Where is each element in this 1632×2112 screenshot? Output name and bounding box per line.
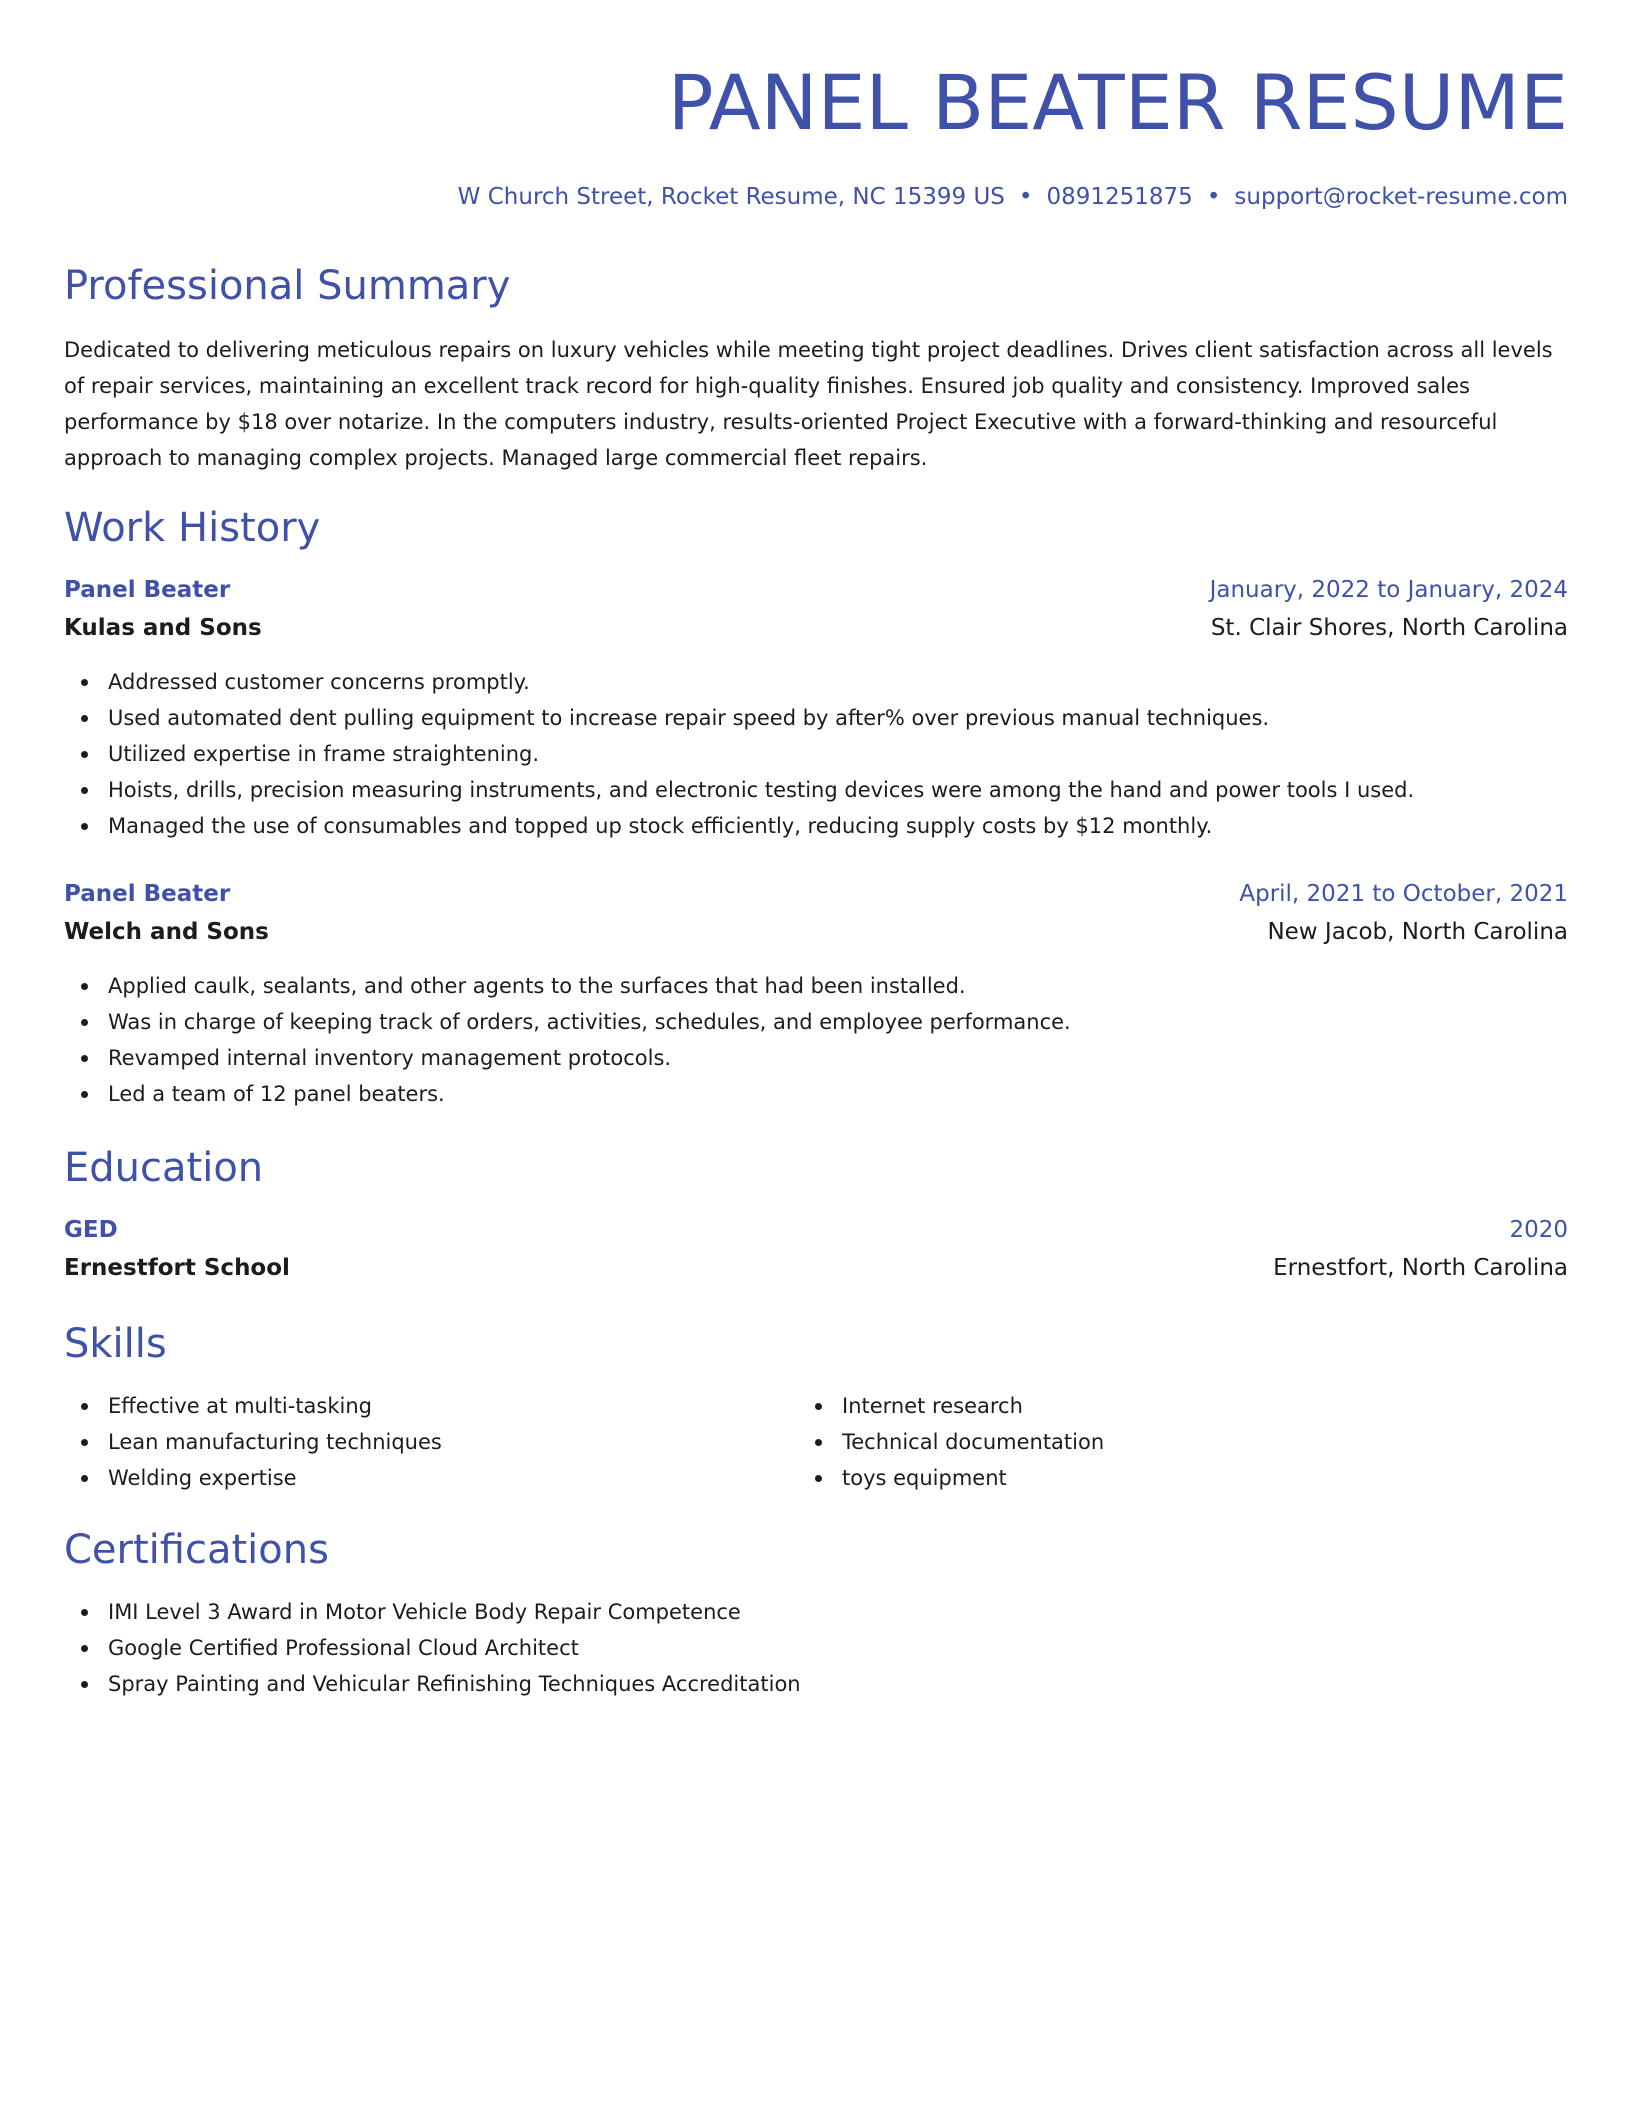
education-school-row: [64, 1250, 1568, 1286]
list-item: Technical documentation: [842, 1424, 1104, 1460]
list-item: Utilized expertise in frame straightening.: [108, 736, 1414, 772]
contact-line: [458, 180, 1568, 214]
list-item: Hoists, drills, precision measuring instruments, and electronic testing devices were among the hand and power tools I used.: [108, 772, 1414, 808]
list-item: Spray Painting and Vehicular Refinishing Techniques Accreditation: [108, 1666, 801, 1702]
job-bullet-list: [64, 664, 1414, 844]
job-company-row: [64, 610, 1568, 646]
contact-separator: •: [1018, 184, 1033, 210]
contact-email[interactable]: support@rocket-resume.com: [1234, 184, 1568, 210]
skills-list-left: [64, 1388, 442, 1496]
list-item: Effective at multi-tasking: [108, 1388, 442, 1424]
section-title-summary: Professional Summary: [64, 263, 511, 309]
job-company: Kulas and Sons: [64, 615, 262, 641]
resume-name: PANEL BEATER RESUME: [667, 58, 1568, 147]
contact-address: W Church Street, Rocket Resume, NC 15399 US: [457, 184, 1005, 210]
education-title-row: [64, 1212, 1568, 1248]
list-item: Was in charge of keeping track of orders, activities, schedules, and employee performance.: [108, 1004, 1071, 1040]
summary-text: Dedicated to delivering meticulous repairs on luxury vehicles while meeting tight project deadlines. Drives client satisfaction across all levels of repair services, maintaining an excellent track record for high-quality finishes. Ensured job quality and consistency. Improved sales performance by $18 over notarize. In the computers industry, results-oriented Project Executive with a forward-thinking and resourceful approach to managing complex projects. Managed large commercial fleet repairs.: [64, 338, 1553, 470]
list-item: Managed the use of consumables and topped up stock efficiently, reducing supply costs by $12 monthly.: [108, 808, 1414, 844]
job-bullet-list: [64, 968, 1071, 1112]
job-location: New Jacob, North Carolina: [1267, 919, 1568, 945]
list-item: Google Certified Professional Cloud Architect: [108, 1630, 801, 1666]
certifications-list: [64, 1594, 801, 1702]
education-degree: GED: [64, 1217, 118, 1243]
job-company-row: [64, 914, 1568, 950]
section-title-certifications: Certifications: [64, 1527, 329, 1573]
section-title-education: Education: [64, 1145, 264, 1191]
job-dates: January, 2022 to January, 2024: [1209, 577, 1568, 603]
section-title-work-history: Work History: [64, 505, 321, 551]
list-item: Lean manufacturing techniques: [108, 1424, 442, 1460]
job-location: St. Clair Shores, North Carolina: [1210, 615, 1568, 641]
education-location: Ernestfort, North Carolina: [1273, 1255, 1568, 1281]
job-position: Panel Beater: [64, 577, 231, 603]
job-position: Panel Beater: [64, 881, 231, 907]
list-item: Led a team of 12 panel beaters.: [108, 1076, 1071, 1112]
contact-phone[interactable]: 0891251875: [1046, 184, 1193, 210]
list-item: Revamped internal inventory management protocols.: [108, 1040, 1071, 1076]
job-dates: April, 2021 to October, 2021: [1239, 881, 1568, 907]
skills-list-right: [798, 1388, 1104, 1496]
education-year: 2020: [1509, 1217, 1568, 1243]
list-item: Used automated dent pulling equipment to increase repair speed by after% over previous manual techniques.: [108, 700, 1414, 736]
contact-separator: •: [1206, 184, 1221, 210]
list-item: Welding expertise: [108, 1460, 442, 1496]
list-item: Internet research: [842, 1388, 1104, 1424]
list-item: Applied caulk, sealants, and other agents to the surfaces that had been installed.: [108, 968, 1071, 1004]
education-school: Ernestfort School: [64, 1255, 290, 1281]
list-item: Addressed customer concerns promptly.: [108, 664, 1414, 700]
section-title-skills: Skills: [64, 1321, 167, 1367]
job-title-row: [64, 876, 1568, 912]
job-title-row: [64, 572, 1568, 608]
job-company: Welch and Sons: [64, 919, 269, 945]
list-item: IMI Level 3 Award in Motor Vehicle Body Repair Competence: [108, 1594, 801, 1630]
list-item: toys equipment: [842, 1460, 1104, 1496]
